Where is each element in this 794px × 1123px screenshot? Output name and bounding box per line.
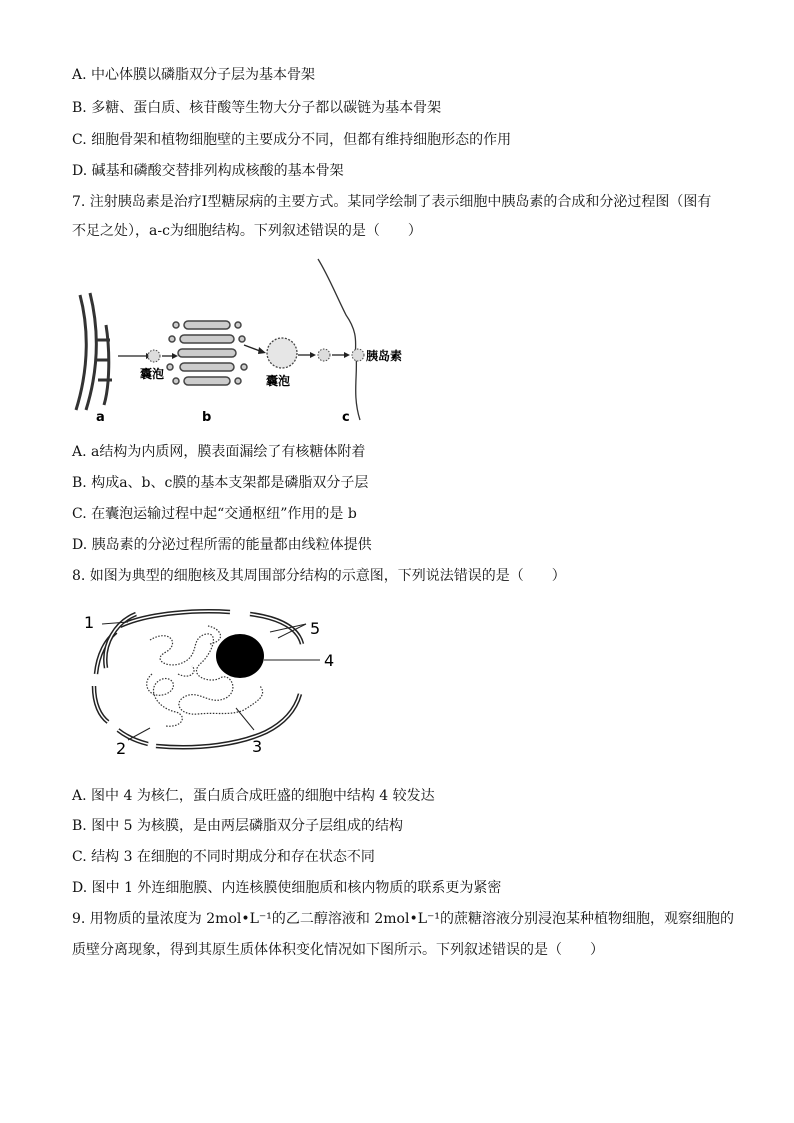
- label-c: c: [342, 410, 350, 425]
- q7-option-d: D. 胰岛素的分泌过程所需的能量都由线粒体提供: [72, 537, 372, 553]
- q9-stem-line2: 质壁分离现象，得到其原生质体体积变化情况如下图所示。下列叙述错误的是（ ）: [72, 942, 604, 958]
- label-4: 4: [324, 651, 335, 670]
- label-3: 3: [252, 737, 263, 756]
- label-vesicle-2: 囊泡: [266, 374, 291, 388]
- vesicle-3: [318, 349, 330, 361]
- insulin-release: [352, 349, 364, 361]
- q9-stem-line1: 9. 用物质的量浓度为 2mol•L⁻¹的乙二醇溶液和 2mol•L⁻¹的蔗糖溶液分别浸泡某种植物细胞，观察细胞的: [72, 911, 734, 927]
- label-1: 1: [84, 613, 95, 632]
- q7-option-b: B. 构成a、b、c膜的基本支架都是磷脂双分子层: [72, 475, 369, 491]
- label-5: 5: [310, 619, 321, 638]
- label-vesicle-1: 囊泡: [140, 367, 165, 381]
- q8-nucleus-figure: [80, 604, 360, 764]
- q7-stem-line1: 7. 注射胰岛素是治疗Ⅰ型糖尿病的主要方式。某同学绘制了表示细胞中胰岛素的合成和分泌过程图（图有: [72, 194, 712, 210]
- q6-option-c: C. 细胞骨架和植物细胞壁的主要成分不同，但都有维持细胞形态的作用: [72, 132, 512, 148]
- cell-membrane-c: [318, 259, 360, 420]
- q7-insulin-secretion-figure: [66, 255, 446, 425]
- q8-option-c: C. 结构 3 在细胞的不同时期成分和存在状态不同: [72, 849, 375, 865]
- q6-option-a: A. 中心体膜以磷脂双分子层为基本骨架: [72, 67, 316, 83]
- golgi-apparatus-b: [167, 321, 247, 385]
- q8-option-a: A. 图中 4 为核仁，蛋白质合成旺盛的细胞中结构 4 较发达: [72, 788, 435, 804]
- q8-option-d: D. 图中 1 外连细胞膜、内连核膜使细胞质和核内物质的联系更为紧密: [72, 880, 502, 896]
- q6-option-d: D. 碱基和磷酸交替排列构成核酸的基本骨架: [72, 163, 344, 179]
- q7-stem-line2: 不足之处），a-c为细胞结构。下列叙述错误的是（ ）: [72, 223, 422, 239]
- label-a: a: [96, 410, 105, 425]
- endoplasmic-reticulum-a: [76, 293, 112, 410]
- vesicle-1: [148, 350, 160, 362]
- q8-option-b: B. 图中 5 为核膜，是由两层磷脂双分子层组成的结构: [72, 818, 403, 834]
- label-insulin: 胰岛素: [366, 349, 403, 363]
- nucleolus-4: [216, 634, 264, 678]
- q8-stem: 8. 如图为典型的细胞核及其周围部分结构的示意图，下列说法错误的是（ ）: [72, 568, 566, 584]
- label-2: 2: [116, 739, 127, 758]
- q6-option-b: B. 多糖、蛋白质、核苷酸等生物大分子都以碳链为基本骨架: [72, 100, 442, 116]
- q7-option-c: C. 在囊泡运输过程中起“交通枢纽”作用的是 b: [72, 506, 357, 522]
- q7-option-a: A. a结构为内质网，膜表面漏绘了有核糖体附着: [72, 444, 366, 460]
- label-b: b: [202, 410, 212, 425]
- vesicle-2: [267, 338, 297, 368]
